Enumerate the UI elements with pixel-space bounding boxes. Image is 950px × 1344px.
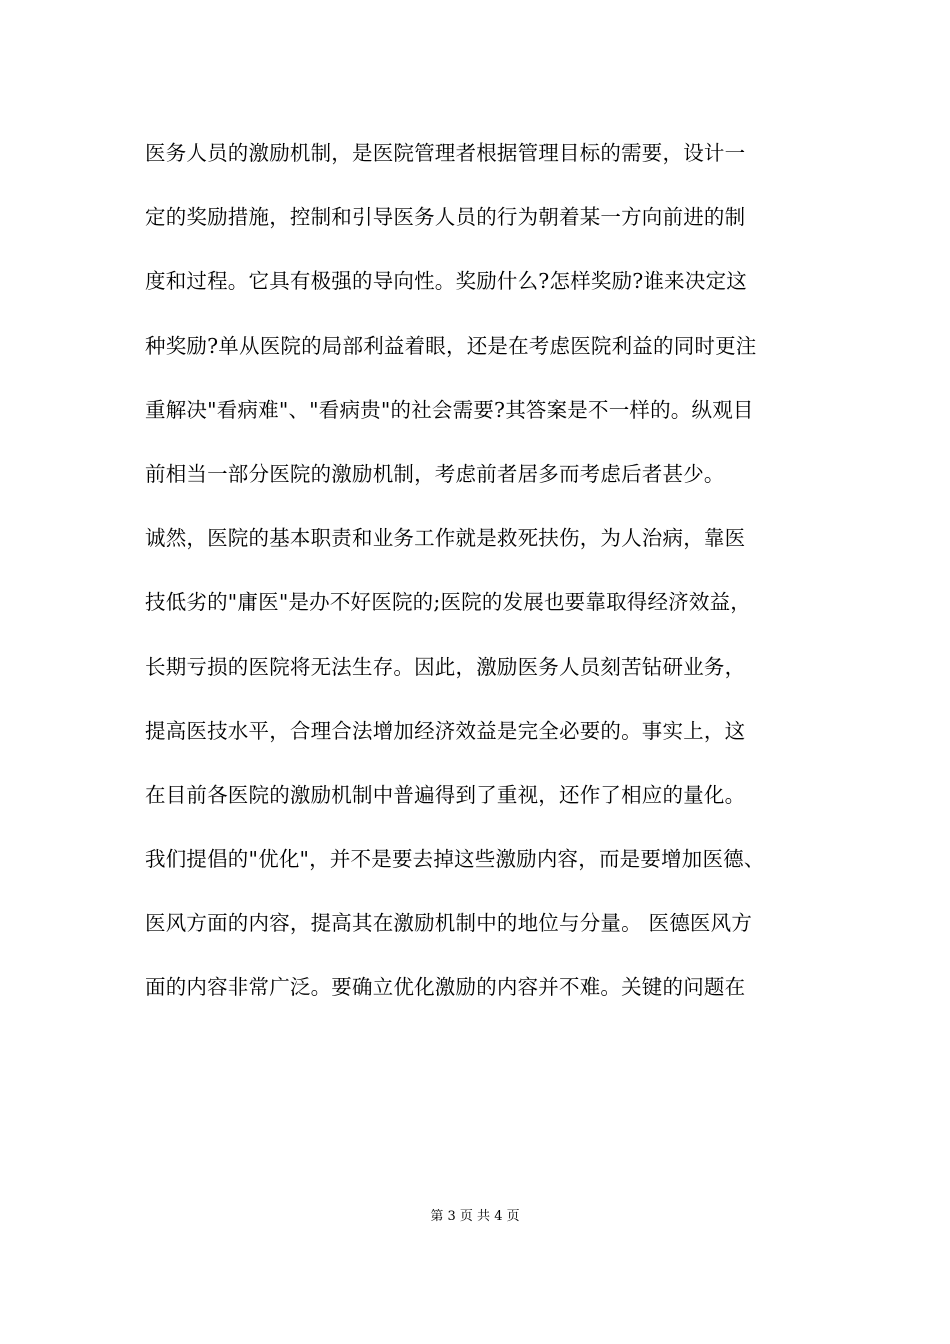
text-line: 度和过程。它具有极强的导向性。奖励什么?怎样奖励?谁来决定这 [145,269,747,294]
text-line: 我们提倡的"优化"，并不是要去掉这些激励内容，而是要增加医德、 [145,847,765,872]
body-text [145,128,845,1027]
text-line: 诚然，医院的基本职责和业务工作就是救死扶伤，为人治病，靠医 [145,526,746,551]
text-line: 重解决"看病难"、"看病贵"的社会需要?其答案是不一样的。纵观目 [145,397,754,422]
text-line: 前相当一部分医院的激励机制，考虑前者居多而考虑后者甚少。 [145,461,725,486]
text-line: 种奖励?单从医院的局部利益着眼，还是在考虑医院利益的同时更注 [145,333,757,358]
page-number-label: 第 3 页 共 4 页 [430,1209,520,1224]
text-line: 技低劣的"庸医"是办不好医院的;医院的发展也要靠取得经济效益， [145,590,751,615]
text-line: 提高医技水平，合理合法增加经济效益是完全必要的。事实上，这 [145,718,746,743]
text-line: 长期亏损的医院将无法生存。因此，激励医务人员刻苦钻研业务， [145,654,746,679]
text-line: 定的奖励措施，控制和引导医务人员的行为朝着某一方向前进的制 [145,205,746,230]
text-line: 在目前各医院的激励机制中普遍得到了重视，还作了相应的量化。 [145,782,746,807]
text-line: 医务人员的激励机制，是医院管理者根据管理目标的需要，设计一 [145,141,746,165]
text-line: 医风方面的内容，提高其在激励机制中的地位与分量。 医德医风方 [145,911,753,936]
text-line: 面的内容非常广泛。要确立优化激励的内容并不难。关键的问题在 [145,975,746,1000]
page-footer [0,1208,950,1226]
